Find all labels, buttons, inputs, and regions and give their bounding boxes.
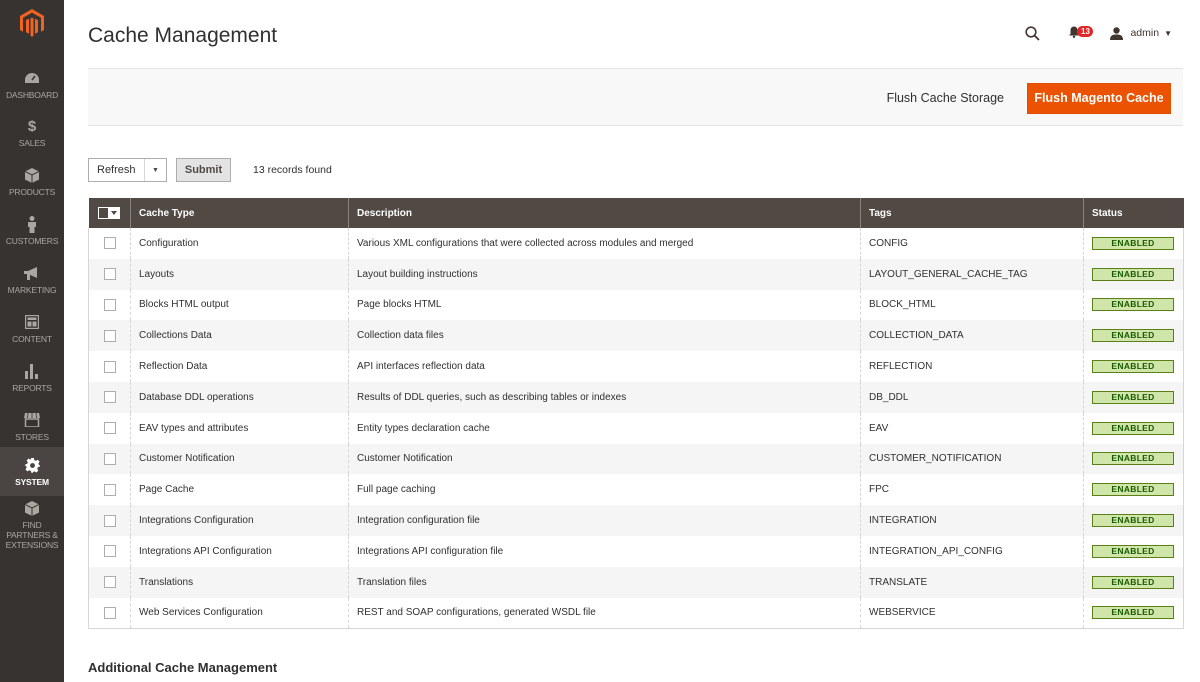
table-row[interactable] (89, 598, 1184, 629)
status-cell (1084, 351, 1184, 382)
nav-label: SYSTEM (15, 477, 49, 487)
row-checkbox[interactable] (104, 330, 116, 342)
table-row[interactable] (89, 228, 1184, 259)
status-badge: ENABLED (1092, 298, 1174, 311)
status-badge: ENABLED (1092, 452, 1174, 465)
row-select-cell (89, 444, 131, 475)
cache-type-cell: Database DDL operations (131, 382, 349, 413)
status-cell (1084, 413, 1184, 444)
table-row[interactable] (89, 444, 1184, 475)
status-cell (1084, 228, 1184, 259)
nav-customers[interactable] (0, 206, 64, 255)
user-name: admin (1130, 27, 1160, 39)
tags-cell: INTEGRATION (861, 505, 1084, 536)
cache-type-cell: Integrations API Configuration (131, 536, 349, 567)
description-cell: Various XML configurations that were collected across modules and merged (349, 228, 861, 259)
status-badge: ENABLED (1092, 422, 1174, 435)
additional-cache-management-title: Additional Cache Management (88, 660, 278, 675)
nav-label: STORES (15, 432, 49, 442)
description-cell: Results of DDL queries, such as describing tables or indexes (349, 382, 861, 413)
notifications-count-badge: 13 (1077, 26, 1093, 37)
table-row[interactable] (89, 567, 1184, 598)
notifications-button[interactable] (1068, 23, 1092, 43)
layout-icon (25, 313, 39, 331)
cache-type-cell: Reflection Data (131, 351, 349, 382)
column-status[interactable]: Status (1084, 198, 1184, 228)
magento-logo-icon[interactable] (0, 0, 64, 46)
row-checkbox[interactable] (104, 391, 116, 403)
tags-cell: CUSTOMER_NOTIFICATION (861, 444, 1084, 475)
flush-cache-storage-button[interactable]: Flush Cache Storage (886, 91, 1004, 105)
store-icon (24, 411, 40, 429)
description-cell: Layout building instructions (349, 259, 861, 290)
mass-action-selected-value: Refresh (97, 164, 136, 176)
status-cell (1084, 505, 1184, 536)
description-cell: Translation files (349, 567, 861, 598)
tags-cell: TRANSLATE (861, 567, 1084, 598)
mass-select-control (98, 207, 120, 219)
records-count: 13 records found (253, 164, 332, 176)
description-cell: Entity types declaration cache (349, 413, 861, 444)
table-row[interactable] (89, 259, 1184, 290)
row-checkbox[interactable] (104, 299, 116, 311)
row-select-cell (89, 382, 131, 413)
tags-cell: EAV (861, 413, 1084, 444)
row-select-cell (89, 413, 131, 444)
nav-label: REPORTS (12, 383, 52, 393)
tags-cell: INTEGRATION_API_CONFIG (861, 536, 1084, 567)
nav-label: SALES (18, 138, 46, 148)
row-checkbox[interactable] (104, 515, 116, 527)
nav-label: CONTENT (12, 334, 52, 344)
cache-type-cell: Translations (131, 567, 349, 598)
nav-label: PRODUCTS (8, 187, 56, 197)
dashboard-icon (24, 69, 40, 87)
row-select-cell (89, 536, 131, 567)
row-select-cell (89, 598, 131, 629)
table-row[interactable] (89, 382, 1184, 413)
tags-cell: CONFIG (861, 228, 1084, 259)
status-cell (1084, 536, 1184, 567)
status-cell (1084, 474, 1184, 505)
tags-cell: BLOCK_HTML (861, 290, 1084, 321)
row-checkbox[interactable] (104, 576, 116, 588)
header-actions (1022, 22, 1172, 44)
row-select-cell (89, 351, 131, 382)
tags-cell: REFLECTION (861, 351, 1084, 382)
description-cell: Full page caching (349, 474, 861, 505)
row-checkbox[interactable] (104, 545, 116, 557)
tags-cell: DB_DDL (861, 382, 1084, 413)
table-row[interactable] (89, 413, 1184, 444)
status-badge: ENABLED (1092, 576, 1174, 589)
flush-magento-cache-button[interactable]: Flush Magento Cache (1027, 83, 1171, 114)
mass-select-checkbox[interactable] (97, 207, 123, 219)
gear-icon (25, 456, 40, 474)
nav-system[interactable] (0, 447, 64, 496)
row-select-cell (89, 474, 131, 505)
status-cell (1084, 598, 1184, 629)
cache-type-cell: Page Cache (131, 474, 349, 505)
nav-sales[interactable] (0, 108, 64, 157)
description-cell: Integrations API configuration file (349, 536, 861, 567)
description-cell: API interfaces reflection data (349, 351, 861, 382)
status-badge: ENABLED (1092, 514, 1174, 527)
checkbox-fill (99, 208, 108, 218)
description-cell: Collection data files (349, 320, 861, 351)
cache-type-cell: Configuration (131, 228, 349, 259)
status-badge: ENABLED (1092, 329, 1174, 342)
description-cell: Integration configuration file (349, 505, 861, 536)
mass-action-toolbar (88, 158, 332, 182)
cache-type-cell: Customer Notification (131, 444, 349, 475)
table-row[interactable] (89, 505, 1184, 536)
table-row[interactable] (89, 474, 1184, 505)
box-icon (25, 500, 39, 517)
user-menu[interactable] (1110, 27, 1172, 40)
person-icon (27, 215, 37, 233)
search-icon[interactable] (1022, 23, 1042, 43)
page-actions-bar (88, 68, 1183, 126)
table-row[interactable] (89, 320, 1184, 351)
status-badge: ENABLED (1092, 268, 1174, 281)
status-badge: ENABLED (1092, 391, 1174, 404)
page-title: Cache Management (88, 24, 278, 47)
table-row[interactable] (89, 536, 1184, 567)
description-cell: REST and SOAP configurations, generated WSDL file (349, 598, 861, 629)
bar-chart-icon (25, 362, 40, 380)
tags-cell: LAYOUT_GENERAL_CACHE_TAG (861, 259, 1084, 290)
nav-dashboard[interactable] (0, 60, 64, 109)
row-checkbox[interactable] (104, 361, 116, 373)
status-cell (1084, 567, 1184, 598)
chevron-down-icon (111, 211, 117, 215)
nav-content[interactable] (0, 304, 64, 353)
nav-reports[interactable] (0, 353, 64, 402)
row-checkbox[interactable] (104, 237, 116, 249)
status-cell (1084, 320, 1184, 351)
row-select-cell (89, 320, 131, 351)
admin-sidebar (0, 0, 64, 682)
nav-marketing[interactable] (0, 255, 64, 304)
mass-select-header (89, 198, 131, 228)
nav-label: FIND PARTNERS & EXTENSIONS (5, 520, 59, 550)
row-checkbox[interactable] (104, 453, 116, 465)
nav-find-partners[interactable] (0, 500, 64, 550)
nav-stores[interactable] (0, 402, 64, 451)
row-checkbox[interactable] (104, 422, 116, 434)
cache-type-cell: Blocks HTML output (131, 290, 349, 321)
user-icon (1110, 27, 1123, 40)
tags-cell: WEBSERVICE (861, 598, 1084, 629)
cache-type-cell: EAV types and attributes (131, 413, 349, 444)
status-cell (1084, 290, 1184, 321)
column-description[interactable]: Description (349, 198, 861, 228)
chevron-down-icon: ▼ (1164, 28, 1172, 38)
status-badge: ENABLED (1092, 360, 1174, 373)
status-cell (1084, 382, 1184, 413)
cube-icon (25, 166, 39, 184)
row-select-cell (89, 505, 131, 536)
submit-button[interactable]: Submit (176, 158, 231, 182)
chevron-down-icon: ▼ (144, 159, 166, 181)
status-badge: ENABLED (1092, 545, 1174, 558)
status-cell (1084, 444, 1184, 475)
status-cell (1084, 259, 1184, 290)
cache-type-cell: Integrations Configuration (131, 505, 349, 536)
row-select-cell (89, 290, 131, 321)
row-checkbox[interactable] (104, 607, 116, 619)
nav-label: CUSTOMERS (5, 236, 59, 246)
tags-cell: COLLECTION_DATA (861, 320, 1084, 351)
column-tags[interactable]: Tags (861, 198, 1084, 228)
cache-types-table (88, 198, 1184, 629)
row-checkbox[interactable] (104, 268, 116, 280)
nav-label: MARKETING (7, 285, 57, 295)
description-cell: Customer Notification (349, 444, 861, 475)
nav-label: DASHBOARD (5, 90, 59, 100)
status-badge: ENABLED (1092, 606, 1174, 619)
row-select-cell (89, 259, 131, 290)
table-header-row (89, 198, 1184, 228)
status-badge: ENABLED (1092, 237, 1174, 250)
row-checkbox[interactable] (104, 484, 116, 496)
row-select-cell (89, 228, 131, 259)
tags-cell: FPC (861, 474, 1084, 505)
description-cell: Page blocks HTML (349, 290, 861, 321)
cache-type-cell: Web Services Configuration (131, 598, 349, 629)
mass-action-select[interactable] (88, 158, 167, 182)
nav-products[interactable] (0, 157, 64, 206)
status-badge: ENABLED (1092, 483, 1174, 496)
cache-type-cell: Collections Data (131, 320, 349, 351)
dollar-icon: $ (27, 117, 37, 135)
table-row[interactable] (89, 290, 1184, 321)
megaphone-icon (24, 264, 40, 282)
column-cache-type[interactable]: Cache Type (131, 198, 349, 228)
row-select-cell (89, 567, 131, 598)
table-row[interactable] (89, 351, 1184, 382)
cache-type-cell: Layouts (131, 259, 349, 290)
